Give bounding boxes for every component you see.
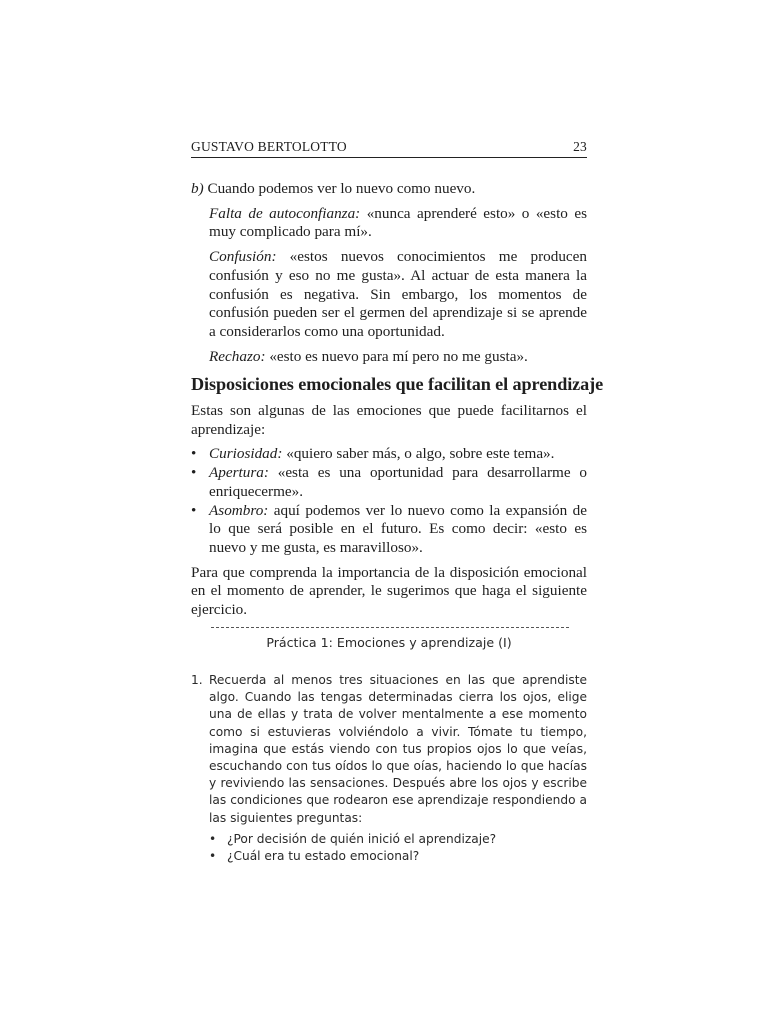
question-list (191, 831, 587, 865)
section-intro: Estas son algunas de las emociones que puede facilitarnos el aprendizaje: (191, 402, 587, 438)
section-body (191, 402, 587, 620)
bullet-glyph: • (191, 464, 197, 482)
dashed-divider (211, 627, 569, 628)
bullet-glyph: • (191, 501, 197, 519)
bullet-text: «quiero saber más, o algo, sobre este tema». (282, 445, 555, 463)
entry-term: Rechazo: (209, 347, 266, 365)
practice-item-1 (191, 672, 587, 827)
item-number: 1. (191, 673, 203, 687)
entry-text: «esto es nuevo para mí pero no me gusta». (265, 347, 528, 365)
header-page-number: 23 (573, 139, 587, 154)
emotion-list (191, 445, 587, 557)
list-item (209, 831, 587, 848)
entry-term: Falta de autoconfianza: (209, 204, 361, 222)
bullet-term: Curiosidad: (209, 445, 283, 463)
entry-text: «estos nuevos conocimientos me producen confusión y eso no me gusta». Al actuar de esta manera la confusión es negativa. Sin embargo, los momentos de confusión pueden ser el germen del aprendizaje si se aprende a considerarlos como una oportunidad. (209, 248, 587, 340)
list-item (191, 464, 587, 501)
bullet-term: Asombro: (209, 501, 269, 519)
item-b-marker: b) (191, 180, 204, 197)
section-closing: Para que comprenda la importancia de la disposición emocional en el momento de aprender, le sugerimos que haga el siguiente ejercicio. (191, 563, 587, 619)
practice-body (191, 672, 587, 865)
entry-rechazo (209, 348, 587, 367)
list-item (191, 445, 587, 464)
list-item (209, 848, 587, 865)
bullet-glyph: • (209, 831, 217, 846)
header-author: GUSTAVO BERTOLOTTO (191, 139, 347, 154)
entry-confusion (209, 248, 587, 342)
running-header (191, 139, 587, 158)
question-text: ¿Por decisión de quién inició el aprendizaje? (227, 831, 497, 846)
list-item (191, 502, 587, 558)
bullet-glyph: • (209, 849, 217, 864)
question-text: ¿Cuál era tu estado emocional? (227, 849, 420, 864)
bullet-text: aquí podemos ver lo nuevo como la expansión de lo que será posible en el futuro. Es como decir: «esto es nuevo y me gusta, es maravilloso». (209, 501, 587, 556)
bullet-term: Apertura: (209, 464, 269, 482)
item-b-text: Cuando podemos ver lo nuevo como nuevo. (207, 180, 476, 197)
item-text: Recuerda al menos tres situaciones en las que aprendiste algo. Cuando las tengas determinadas cierra los ojos, elige una de ellas y trata de volver mentalmente a ese momento como si estuvieras volviéndolo a vivir. Tómate tu tiempo, imagina que estás viendo con tus propios ojos lo que veías, escuchando con tus oídos lo que oías, haciendo lo que hacías y reviviendo las sensaciones. Después abre los ojos y escribe las condiciones que rodearon ese aprendizaje respondiendo a las siguientes preguntas: (209, 673, 587, 825)
list-item-b (191, 180, 587, 366)
bullet-text: «esta es una oportunidad para desarrollarme o enriquecerme». (209, 464, 587, 500)
bullet-glyph: • (191, 445, 197, 463)
entry-autoconfianza (209, 205, 587, 242)
entry-text: «nunca aprenderé esto» o «esto es muy complicado para mí». (209, 204, 587, 241)
section-heading: Disposiciones emocionales que facilitan el aprendizaje (191, 374, 604, 394)
item-b-lead (191, 180, 587, 199)
entry-term: Confusión: (209, 248, 277, 266)
practice-title: Práctica 1: Emociones y aprendizaje (I) (266, 635, 512, 650)
